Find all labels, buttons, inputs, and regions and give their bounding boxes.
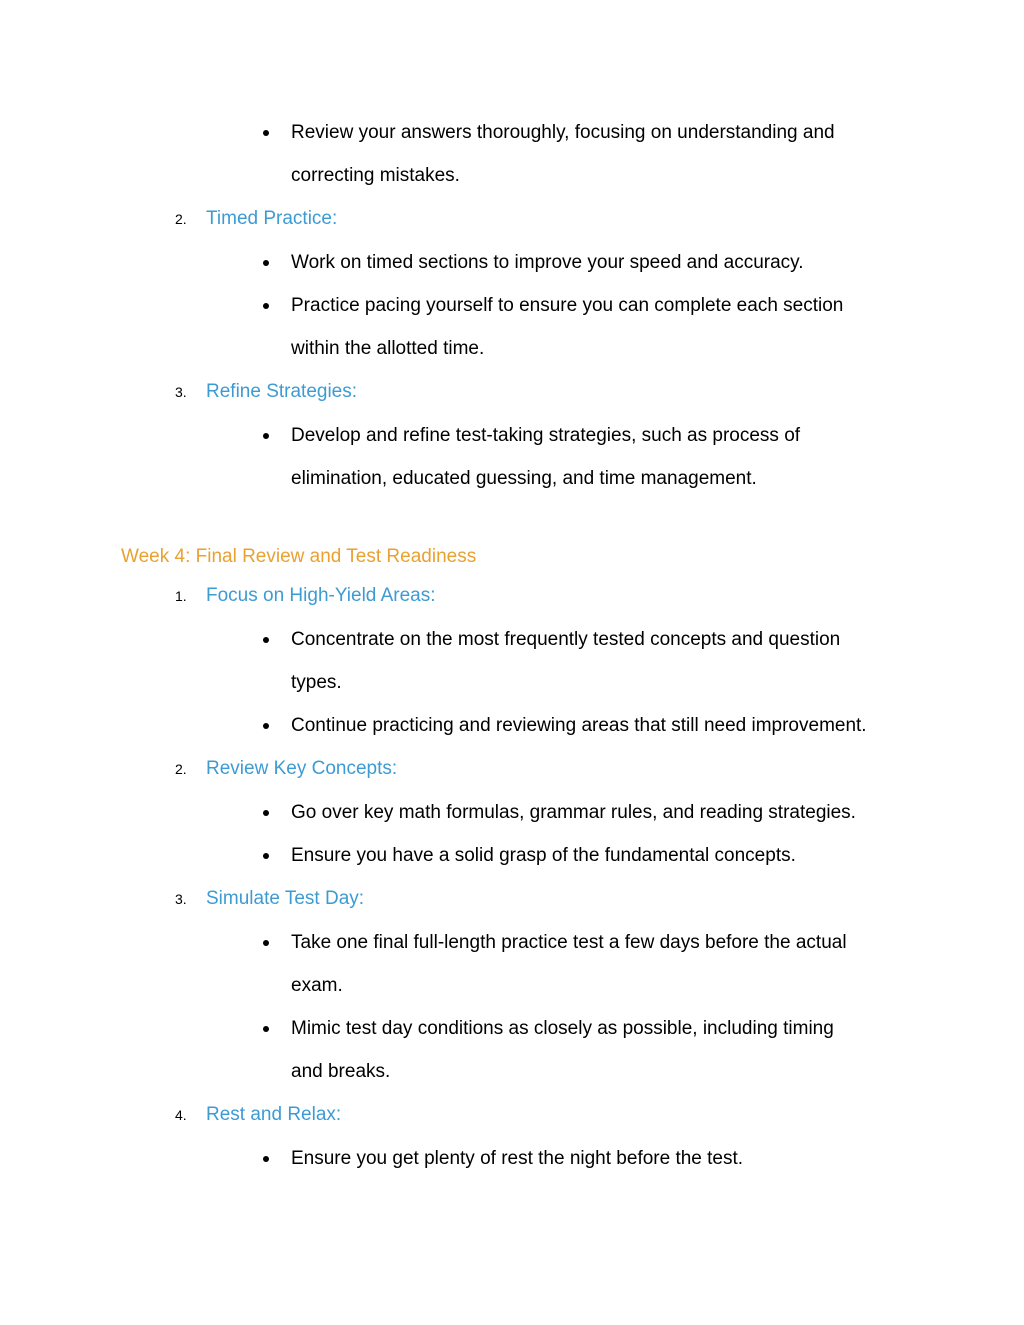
bullet-text: Concentrate on the most frequently tested concepts and question bbox=[291, 629, 841, 650]
bullet-text: Mimic test day conditions as closely as possible, including timing bbox=[291, 1018, 834, 1039]
bullet-text-continuation: elimination, educated guessing, and time management. bbox=[291, 468, 757, 489]
sub-heading-refine-strategies: Refine Strategies: bbox=[206, 381, 358, 402]
list-number: 1. bbox=[175, 588, 187, 604]
bullet-text-continuation: types. bbox=[291, 672, 342, 693]
bullet-text: Develop and refine test-taking strategies, such as process of bbox=[291, 425, 801, 446]
bullet-text-continuation: correcting mistakes. bbox=[291, 165, 460, 186]
list-number: 3. bbox=[175, 384, 187, 400]
list-number: 3. bbox=[175, 891, 187, 907]
sub-heading-rest-and-relax: Rest and Relax: bbox=[206, 1104, 342, 1125]
sub-heading-timed-practice: Timed Practice: bbox=[206, 208, 338, 229]
bullet-text: Review your answers thoroughly, focusing on understanding and bbox=[291, 122, 835, 143]
bullet-text-continuation: and breaks. bbox=[291, 1061, 391, 1082]
bullet-text: Practice pacing yourself to ensure you can complete each section bbox=[291, 295, 844, 316]
list-number: 2. bbox=[175, 761, 187, 777]
bullet-text-continuation: within the allotted time. bbox=[291, 338, 485, 359]
bullet-text: Continue practicing and reviewing areas that still need improvement. bbox=[291, 715, 867, 736]
bullet-text: Go over key math formulas, grammar rules, and reading strategies. bbox=[291, 802, 856, 823]
sub-heading-review-key-concepts: Review Key Concepts: bbox=[206, 758, 398, 779]
list-number: 4. bbox=[175, 1107, 187, 1123]
sub-heading-focus-high-yield: Focus on High-Yield Areas: bbox=[206, 585, 436, 606]
list-number: 2. bbox=[175, 211, 187, 227]
bullet-text: Ensure you have a solid grasp of the fundamental concepts. bbox=[291, 845, 796, 866]
bullet-text: Work on timed sections to improve your speed and accuracy. bbox=[291, 252, 804, 273]
bullet-text: Ensure you get plenty of rest the night before the test. bbox=[291, 1148, 744, 1169]
bullet-text-continuation: exam. bbox=[291, 975, 343, 996]
sub-heading-simulate-test-day: Simulate Test Day: bbox=[206, 888, 365, 909]
bullet-text: Take one final full-length practice test a few days before the actual bbox=[291, 932, 847, 953]
week-4-heading: Week 4: Final Review and Test Readiness bbox=[121, 546, 477, 567]
